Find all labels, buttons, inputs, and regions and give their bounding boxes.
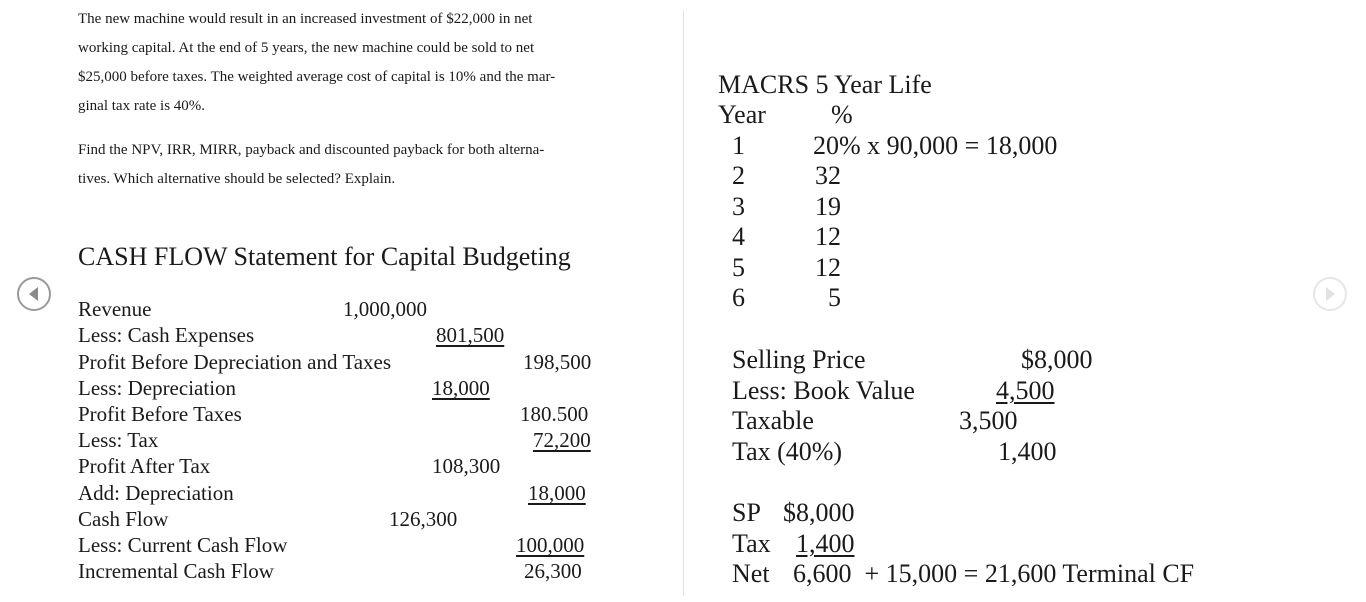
year-cell: 6	[732, 283, 745, 312]
year-cell: 1	[732, 131, 745, 160]
row-amount: 180.500	[520, 402, 589, 426]
selling-price-value: $8,000	[1021, 345, 1093, 374]
text-line: tives. Which alternative should be selected? Explain.	[78, 171, 396, 187]
cash-flow-title: CASH FLOW Statement for Capital Budgeting	[78, 242, 571, 271]
next-page-button[interactable]	[1313, 277, 1347, 311]
percent-cell: 20% x 90,000 = 18,000	[813, 131, 1058, 160]
row-amount: 72,200	[533, 428, 591, 452]
row-label: Revenue	[78, 297, 152, 321]
percent-cell: 12	[815, 253, 841, 282]
percent-header: %	[831, 100, 853, 129]
text-line: working capital. At the end of 5 years, the new machine could be sold to net	[78, 40, 535, 56]
text-line: Find the NPV, IRR, MIRR, payback and discounted payback for both alterna-	[78, 142, 545, 158]
row-amount: 26,300	[524, 559, 582, 583]
terminal-tax-label: Tax	[732, 529, 771, 558]
percent-cell: 19	[815, 192, 841, 221]
column-divider	[683, 10, 684, 596]
problem-paragraph-2	[78, 136, 650, 194]
row-amount: 1,000,000	[343, 297, 427, 321]
chevron-left-icon	[19, 279, 49, 309]
year-cell: 3	[732, 192, 745, 221]
year-cell: 2	[732, 161, 745, 190]
row-label: Profit Before Taxes	[78, 402, 242, 426]
book-value-value: 4,500	[996, 376, 1055, 405]
sp-label: SP	[732, 498, 761, 527]
row-label: Less: Tax	[78, 428, 159, 452]
net-expression: 6,600 + 15,000 = 21,600 Terminal CF	[793, 559, 1195, 588]
year-header: Year	[718, 100, 766, 129]
row-amount: 801,500	[436, 323, 505, 347]
taxable-label: Taxable	[732, 406, 814, 435]
chevron-right-icon	[1315, 279, 1345, 309]
year-cell: 4	[732, 222, 745, 251]
row-label: Add: Depreciation	[78, 481, 234, 505]
row-amount: 100,000	[516, 533, 585, 557]
year-cell: 5	[732, 253, 745, 282]
row-label: Cash Flow	[78, 507, 169, 531]
text-line: ginal tax rate is 40%.	[78, 98, 206, 114]
row-label: Profit After Tax	[78, 454, 211, 478]
tax-value: 1,400	[998, 437, 1057, 466]
row-label: Profit Before Depreciation and Taxes	[78, 350, 392, 374]
row-amount: 18,000	[528, 481, 586, 505]
row-amount: 126,300	[389, 507, 458, 531]
sp-value: $8,000	[783, 498, 855, 527]
percent-cell: 32	[815, 161, 841, 190]
previous-page-button[interactable]	[17, 277, 51, 311]
row-label: Incremental Cash Flow	[78, 559, 274, 583]
problem-paragraph-1	[78, 5, 650, 121]
net-label: Net	[732, 559, 770, 588]
text-line: $25,000 before taxes. The weighted average cost of capital is 10% and the mar-	[78, 69, 556, 85]
selling-price-label: Selling Price	[732, 345, 866, 374]
percent-cell: 12	[815, 222, 841, 251]
row-amount: 198,500	[523, 350, 592, 374]
tax-label: Tax (40%)	[732, 437, 843, 466]
terminal-tax-value: 1,400	[796, 529, 855, 558]
percent-cell: 5	[828, 283, 841, 312]
book-value-label: Less: Book Value	[732, 376, 915, 405]
row-label: Less: Cash Expenses	[78, 323, 255, 347]
taxable-value: 3,500	[959, 406, 1018, 435]
row-label: Less: Depreciation	[78, 376, 237, 400]
row-amount: 108,300	[432, 454, 501, 478]
row-amount: 18,000	[432, 376, 490, 400]
row-label: Less: Current Cash Flow	[78, 533, 288, 557]
macrs-title: MACRS 5 Year Life	[718, 70, 932, 99]
text-line: The new machine would result in an increased investment of $22,000 in net	[78, 11, 533, 27]
